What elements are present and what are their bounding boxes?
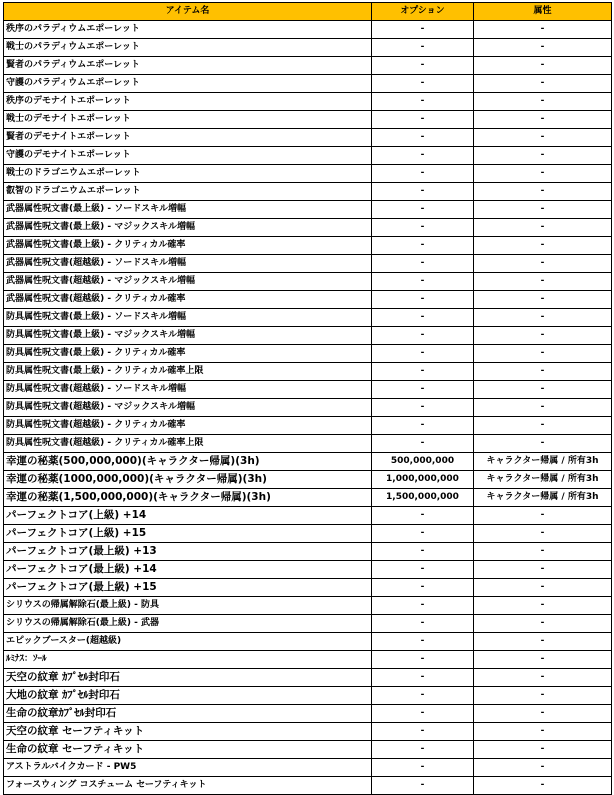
- option-cell: -: [372, 147, 474, 165]
- item-name-cell: パーフェクトコア(最上級) +14: [4, 561, 372, 579]
- option-cell: -: [372, 669, 474, 687]
- option-cell: -: [372, 363, 474, 381]
- table-row: [4, 381, 612, 399]
- item-name-cell: 防具属性呪文書(最上級) - マジックスキル増幅: [4, 327, 372, 345]
- attribute-cell: -: [474, 759, 612, 777]
- table-row: [4, 741, 612, 759]
- attribute-cell: -: [474, 39, 612, 57]
- item-name-cell: 戦士のデモナイトエポーレット: [4, 111, 372, 129]
- option-cell: -: [372, 93, 474, 111]
- option-cell: -: [372, 579, 474, 597]
- option-cell: -: [372, 543, 474, 561]
- attribute-cell: -: [474, 201, 612, 219]
- table-row: [4, 471, 612, 489]
- attribute-cell: -: [474, 435, 612, 453]
- attribute-cell: -: [474, 777, 612, 795]
- option-cell: -: [372, 273, 474, 291]
- attribute-cell: キャラクター帰属 / 所有3h: [474, 471, 612, 489]
- item-name-cell: 幸運の秘薬(1000,000,000)(キャラクター帰属)(3h): [4, 471, 372, 489]
- attribute-cell: -: [474, 21, 612, 39]
- option-cell: 1,000,000,000: [372, 471, 474, 489]
- option-cell: -: [372, 777, 474, 795]
- option-cell: -: [372, 39, 474, 57]
- item-name-cell: パーフェクトコア(最上級) +15: [4, 579, 372, 597]
- attribute-cell: -: [474, 381, 612, 399]
- item-name-cell: ﾙﾐﾅｽ：ｿｰﾙ: [4, 651, 372, 669]
- option-cell: -: [372, 633, 474, 651]
- item-name-cell: 防具属性呪文書(超越級) - ソードスキル増幅: [4, 381, 372, 399]
- item-name-cell: フォースウィング コスチューム セーフティキット: [4, 777, 372, 795]
- item-name-cell: 賢者のパラディウムエポーレット: [4, 57, 372, 75]
- option-cell: -: [372, 759, 474, 777]
- item-name-cell: パーフェクトコア(上級) +15: [4, 525, 372, 543]
- table-row: [4, 255, 612, 273]
- attribute-cell: -: [474, 705, 612, 723]
- attribute-cell: -: [474, 723, 612, 741]
- attribute-cell: -: [474, 597, 612, 615]
- attribute-cell: -: [474, 111, 612, 129]
- option-cell: -: [372, 507, 474, 525]
- item-name-cell: 防具属性呪文書(最上級) - ソードスキル増幅: [4, 309, 372, 327]
- attribute-cell: -: [474, 687, 612, 705]
- attribute-cell: -: [474, 651, 612, 669]
- attribute-cell: -: [474, 147, 612, 165]
- item-name-cell: アストラルバイクカード - PW5: [4, 759, 372, 777]
- item-name-cell: 叡智のドラゴニウムエポーレット: [4, 183, 372, 201]
- item-name-cell: 秩序のデモナイトエポーレット: [4, 93, 372, 111]
- option-cell: -: [372, 525, 474, 543]
- item-name-cell: 戦士のパラディウムエポーレット: [4, 39, 372, 57]
- table-row: [4, 345, 612, 363]
- option-cell: -: [372, 165, 474, 183]
- table-row: [4, 777, 612, 795]
- option-cell: -: [372, 345, 474, 363]
- table-row: [4, 327, 612, 345]
- attribute-cell: -: [474, 543, 612, 561]
- item-name-cell: 武器属性呪文書(最上級) - マジックスキル増幅: [4, 219, 372, 237]
- item-name-cell: 武器属性呪文書(最上級) - ソードスキル増幅: [4, 201, 372, 219]
- option-cell: -: [372, 219, 474, 237]
- table-row: [4, 723, 612, 741]
- option-cell: -: [372, 597, 474, 615]
- option-cell: -: [372, 237, 474, 255]
- item-table-container: [3, 2, 612, 795]
- table-row: [4, 687, 612, 705]
- table-row: [4, 615, 612, 633]
- attribute-cell: -: [474, 255, 612, 273]
- table-row: [4, 273, 612, 291]
- attribute-cell: -: [474, 399, 612, 417]
- option-cell: -: [372, 183, 474, 201]
- option-cell: -: [372, 75, 474, 93]
- table-row: [4, 165, 612, 183]
- item-table: [3, 2, 612, 795]
- table-row: [4, 111, 612, 129]
- option-cell: 500,000,000: [372, 453, 474, 471]
- item-name-cell: 防具属性呪文書(超越級) - クリティカル確率: [4, 417, 372, 435]
- attribute-cell: -: [474, 183, 612, 201]
- item-name-cell: 守護のデモナイトエポーレット: [4, 147, 372, 165]
- option-cell: -: [372, 291, 474, 309]
- table-row: [4, 75, 612, 93]
- option-cell: -: [372, 399, 474, 417]
- table-row: [4, 597, 612, 615]
- table-row: [4, 543, 612, 561]
- table-header-row: [4, 3, 612, 21]
- item-name-cell: 生命の紋章 セーフティキット: [4, 741, 372, 759]
- table-row: [4, 705, 612, 723]
- attribute-cell: -: [474, 417, 612, 435]
- table-row: [4, 21, 612, 39]
- item-name-cell: 武器属性呪文書(超越級) - クリティカル確率: [4, 291, 372, 309]
- attribute-cell: -: [474, 273, 612, 291]
- option-cell: -: [372, 651, 474, 669]
- attribute-cell: -: [474, 525, 612, 543]
- table-row: [4, 363, 612, 381]
- attribute-cell: -: [474, 291, 612, 309]
- table-row: [4, 435, 612, 453]
- option-cell: -: [372, 687, 474, 705]
- item-name-cell: パーフェクトコア(最上級) +13: [4, 543, 372, 561]
- item-name-cell: 賢者のデモナイトエポーレット: [4, 129, 372, 147]
- option-cell: -: [372, 111, 474, 129]
- option-cell: 1,500,000,000: [372, 489, 474, 507]
- table-row: [4, 507, 612, 525]
- table-row: [4, 291, 612, 309]
- item-name-cell: 生命の紋章ｶﾌﾟｾﾙ封印石: [4, 705, 372, 723]
- attribute-cell: -: [474, 615, 612, 633]
- header-item-name: アイテム名: [4, 3, 372, 21]
- option-cell: -: [372, 417, 474, 435]
- header-attribute: 属性: [474, 3, 612, 21]
- option-cell: -: [372, 723, 474, 741]
- item-name-cell: 防具属性呪文書(超越級) - クリティカル確率上限: [4, 435, 372, 453]
- table-row: [4, 633, 612, 651]
- item-name-cell: 防具属性呪文書(最上級) - クリティカル確率: [4, 345, 372, 363]
- item-name-cell: シリウスの帰属解除石(最上級) - 防具: [4, 597, 372, 615]
- item-name-cell: 武器属性呪文書(最上級) - クリティカル確率: [4, 237, 372, 255]
- table-row: [4, 93, 612, 111]
- table-row: [4, 759, 612, 777]
- attribute-cell: -: [474, 75, 612, 93]
- table-row: [4, 147, 612, 165]
- attribute-cell: キャラクター帰属 / 所有3h: [474, 489, 612, 507]
- option-cell: -: [372, 21, 474, 39]
- table-row: [4, 669, 612, 687]
- item-name-cell: エピックブースター(超越級): [4, 633, 372, 651]
- item-name-cell: 防具属性呪文書(最上級) - クリティカル確率上限: [4, 363, 372, 381]
- attribute-cell: -: [474, 129, 612, 147]
- attribute-cell: -: [474, 57, 612, 75]
- option-cell: -: [372, 201, 474, 219]
- option-cell: -: [372, 57, 474, 75]
- table-row: [4, 57, 612, 75]
- table-row: [4, 39, 612, 57]
- item-name-cell: 大地の紋章 ｶﾌﾟｾﾙ封印石: [4, 687, 372, 705]
- item-name-cell: シリウスの帰属解除石(最上級) - 武器: [4, 615, 372, 633]
- table-row: [4, 489, 612, 507]
- item-name-cell: 武器属性呪文書(超越級) - マジックスキル増幅: [4, 273, 372, 291]
- option-cell: -: [372, 129, 474, 147]
- table-row: [4, 453, 612, 471]
- item-name-cell: 武器属性呪文書(超越級) - ソードスキル増幅: [4, 255, 372, 273]
- attribute-cell: -: [474, 507, 612, 525]
- attribute-cell: -: [474, 669, 612, 687]
- item-name-cell: パーフェクトコア(上級) +14: [4, 507, 372, 525]
- table-row: [4, 201, 612, 219]
- item-name-cell: 天空の紋章 ｶﾌﾟｾﾙ封印石: [4, 669, 372, 687]
- item-name-cell: 戦士のドラゴニウムエポーレット: [4, 165, 372, 183]
- item-name-cell: 秩序のパラディウムエポーレット: [4, 21, 372, 39]
- attribute-cell: -: [474, 633, 612, 651]
- item-name-cell: 幸運の秘薬(1,500,000,000)(キャラクター帰属)(3h): [4, 489, 372, 507]
- table-row: [4, 651, 612, 669]
- table-row: [4, 579, 612, 597]
- attribute-cell: -: [474, 219, 612, 237]
- attribute-cell: -: [474, 363, 612, 381]
- option-cell: -: [372, 561, 474, 579]
- table-row: [4, 399, 612, 417]
- option-cell: -: [372, 615, 474, 633]
- table-row: [4, 309, 612, 327]
- table-row: [4, 129, 612, 147]
- attribute-cell: -: [474, 345, 612, 363]
- option-cell: -: [372, 327, 474, 345]
- item-name-cell: 防具属性呪文書(超越級) - マジックスキル増幅: [4, 399, 372, 417]
- option-cell: -: [372, 309, 474, 327]
- attribute-cell: -: [474, 165, 612, 183]
- item-name-cell: 天空の紋章 セーフティキット: [4, 723, 372, 741]
- table-row: [4, 417, 612, 435]
- attribute-cell: -: [474, 237, 612, 255]
- attribute-cell: -: [474, 309, 612, 327]
- table-row: [4, 219, 612, 237]
- attribute-cell: -: [474, 579, 612, 597]
- attribute-cell: -: [474, 741, 612, 759]
- table-row: [4, 183, 612, 201]
- option-cell: -: [372, 741, 474, 759]
- attribute-cell: キャラクター帰属 / 所有3h: [474, 453, 612, 471]
- header-option: オプション: [372, 3, 474, 21]
- table-row: [4, 237, 612, 255]
- option-cell: -: [372, 381, 474, 399]
- item-name-cell: 守護のパラディウムエポーレット: [4, 75, 372, 93]
- option-cell: -: [372, 435, 474, 453]
- option-cell: -: [372, 705, 474, 723]
- item-name-cell: 幸運の秘薬(500,000,000)(キャラクター帰属)(3h): [4, 453, 372, 471]
- attribute-cell: -: [474, 561, 612, 579]
- option-cell: -: [372, 255, 474, 273]
- attribute-cell: -: [474, 93, 612, 111]
- attribute-cell: -: [474, 327, 612, 345]
- table-row: [4, 525, 612, 543]
- table-row: [4, 561, 612, 579]
